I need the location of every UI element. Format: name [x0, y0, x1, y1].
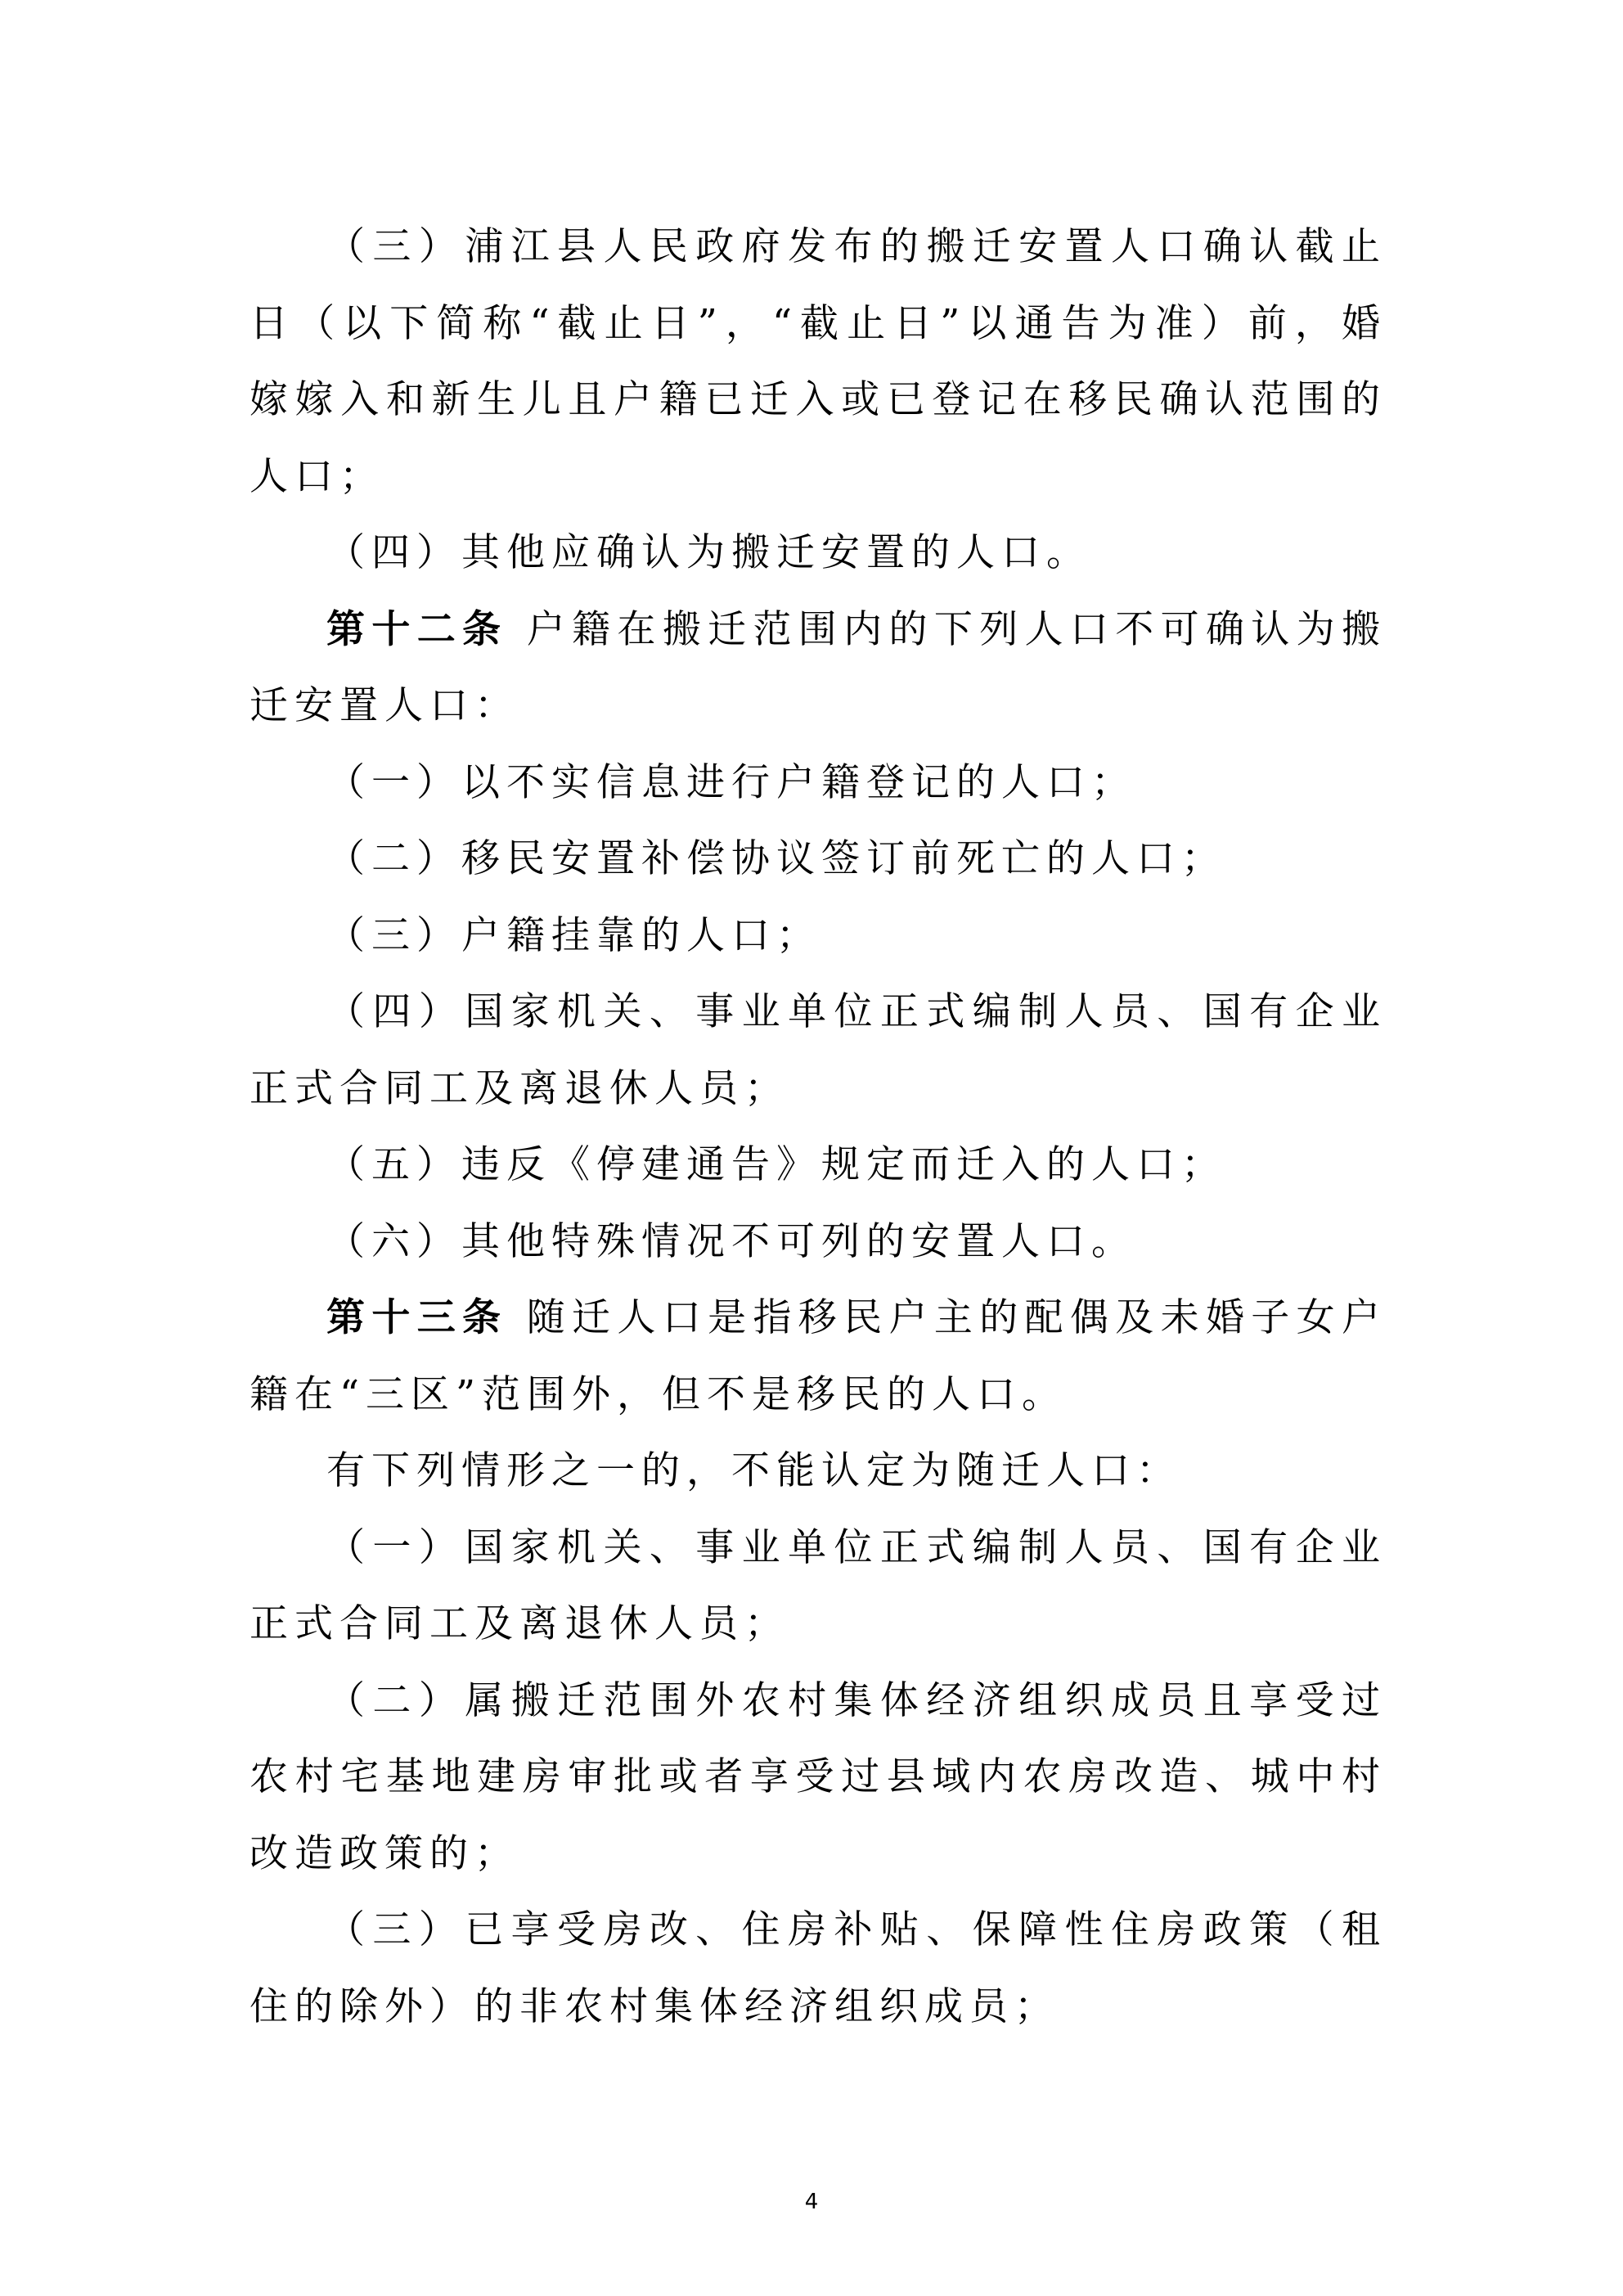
paragraph-text: 有下列情形之一的，不能认定为随迁人口：	[326, 1448, 1181, 1493]
paragraph-text: （一）国家机关、事业单位正式编制人员、国有企业正式合同工及离退休人员；	[250, 1524, 1387, 1646]
paragraph	[250, 1433, 1387, 1510]
article-heading: 第十三条	[326, 1295, 508, 1340]
paragraph	[250, 1663, 1387, 1893]
paragraph-text: （三）户籍挂靠的人口；	[326, 912, 821, 958]
page-number: 4	[804, 2190, 819, 2214]
paragraph	[250, 209, 1387, 515]
document-body	[250, 209, 1387, 2045]
paragraph-text: （三）已享受房改、住房补贴、保障性住房政策（租住的除外）的非农村集体经济组织成员；	[250, 1907, 1387, 2029]
paragraph	[250, 1204, 1387, 1281]
paragraph	[250, 1510, 1387, 1663]
paragraph-text: （一）以不实信息进行户籍登记的人口；	[326, 759, 1136, 805]
paragraph	[250, 974, 1387, 1127]
paragraph-text: （四）国家机关、事业单位正式编制人员、国有企业正式合同工及离退休人员；	[250, 989, 1387, 1111]
paragraph	[250, 898, 1387, 975]
paragraph	[250, 745, 1387, 822]
paragraph	[250, 1127, 1387, 1204]
paragraph	[250, 821, 1387, 898]
paragraph-text: （六）其他特殊情况不可列的安置人口。	[326, 1218, 1136, 1264]
paragraph	[250, 592, 1387, 745]
paragraph-text: （三）浦江县人民政府发布的搬迁安置人口确认截止日（以下简称“截止日”，“截止日”以通告为准）前，婚嫁嫁入和新生儿且户籍已迁入或已登记在移民确认范围的人口；	[250, 224, 1387, 499]
paragraph	[250, 515, 1387, 592]
paragraph	[250, 1892, 1387, 2045]
article-heading: 第十二条	[326, 606, 508, 652]
paragraph-text: （五）违反《停建通告》规定而迁入的人口；	[326, 1142, 1226, 1187]
paragraph	[250, 1280, 1387, 1433]
paragraph-text: （二）属搬迁范围外农村集体经济组织成员且享受过农村宅基地建房审批或者享受过县域内农房改造、城中村改造政策的；	[250, 1677, 1387, 1876]
paragraph-text: 随迁人口是指移民户主的配偶及未婚子女户籍在“三区”范围外，但不是移民的人口。	[250, 1295, 1387, 1417]
paragraph-text: 户籍在搬迁范围内的下列人口不可确认为搬迁安置人口：	[250, 606, 1387, 728]
paragraph-text: （二）移民安置补偿协议签订前死亡的人口；	[326, 836, 1226, 881]
paragraph-text: （四）其他应确认为搬迁安置的人口。	[326, 530, 1091, 575]
